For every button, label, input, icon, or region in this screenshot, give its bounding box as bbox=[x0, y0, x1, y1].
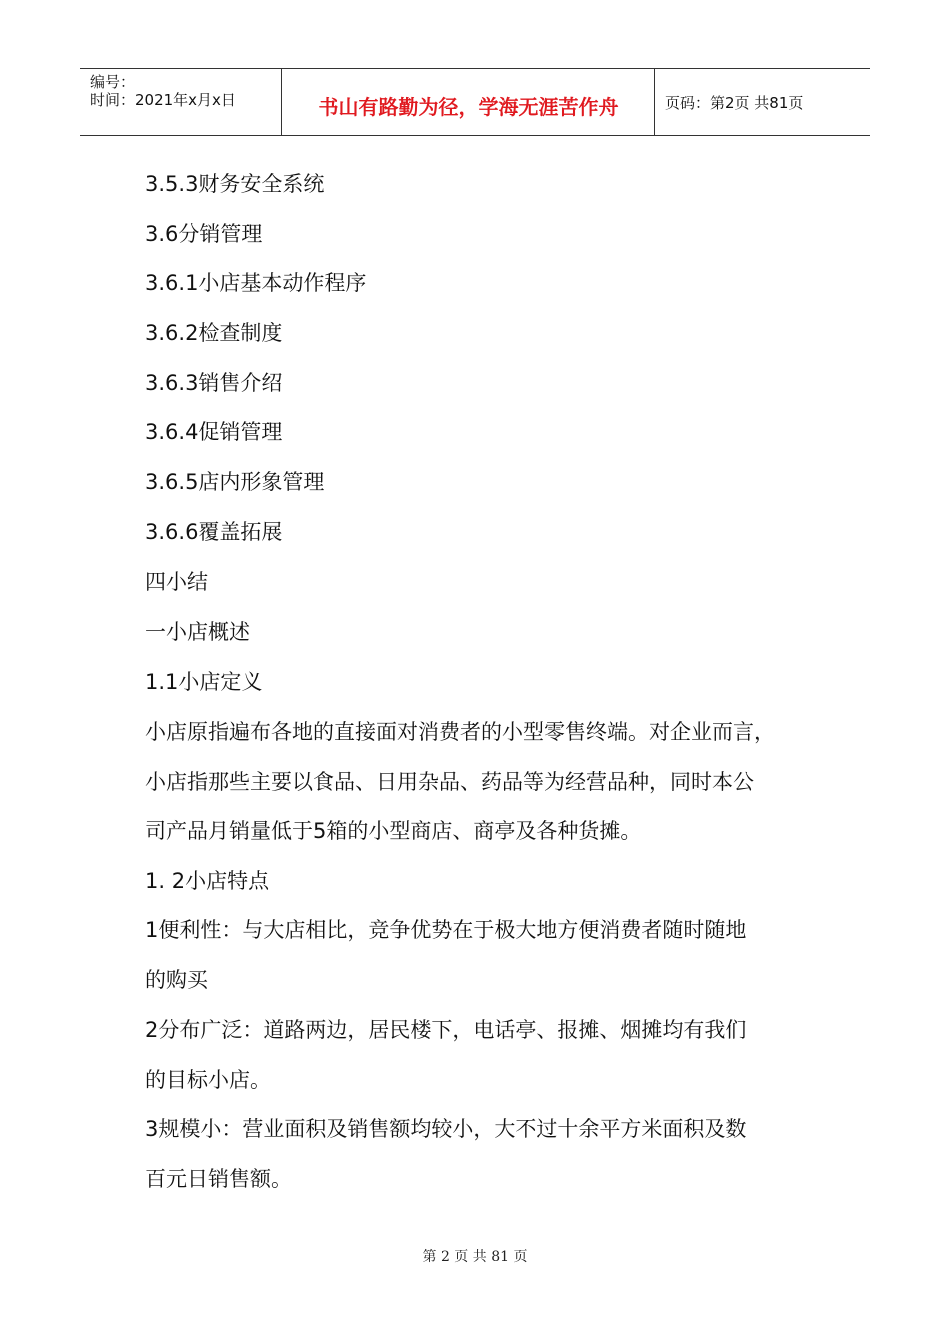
header-motto: 书山有路勤为径，学海无涯苦作舟 bbox=[318, 95, 619, 119]
header-page-label: 页码：第2页 共81页 bbox=[665, 94, 804, 112]
text-line: 3.6.6覆盖拓展 bbox=[145, 520, 283, 544]
text-line: 3.6.3销售介绍 bbox=[145, 371, 283, 395]
text-line: 3.6.4促销管理 bbox=[145, 420, 283, 444]
text-line: 1便利性：与大店相比，竞争优势在于极大地方便消费者随时随地 bbox=[145, 918, 747, 942]
text-line: 一小店概述 bbox=[145, 620, 250, 644]
page-header bbox=[80, 68, 870, 136]
text-line: 四小结 bbox=[145, 570, 208, 594]
header-number-label: 编号： bbox=[90, 73, 136, 91]
text-line: 百元日销售额。 bbox=[145, 1167, 292, 1191]
text-line: 3.6.2检查制度 bbox=[145, 321, 283, 345]
text-line: 3.5.3财务安全系统 bbox=[145, 172, 325, 196]
text-line: 1. 2小店特点 bbox=[145, 869, 270, 893]
text-line: 司产品月销量低于5箱的小型商店、商亭及各种货摊。 bbox=[145, 819, 642, 843]
header-meta-cell bbox=[80, 69, 282, 135]
text-line: 的目标小店。 bbox=[145, 1068, 271, 1092]
header-page-cell bbox=[655, 69, 870, 135]
header-time-label: 时间：2021年x月x日 bbox=[90, 91, 236, 109]
header-motto-cell bbox=[282, 69, 655, 135]
text-line: 2分布广泛：道路两边，居民楼下，电话亭、报摊、烟摊均有我们 bbox=[145, 1018, 747, 1042]
text-line: 小店指那些主要以食品、日用杂品、药品等为经营品种，同时本公 bbox=[145, 770, 754, 794]
text-line: 3规模小：营业面积及销售额均较小，大不过十余平方米面积及数 bbox=[145, 1117, 747, 1141]
text-line: 1.1小店定义 bbox=[145, 670, 263, 694]
text-line: 的购买 bbox=[145, 968, 208, 992]
text-line: 3.6.5店内形象管理 bbox=[145, 470, 325, 494]
text-line: 小店原指遍布各地的直接面对消费者的小型零售终端。对企业而言， bbox=[145, 720, 775, 744]
page-footer: 第 2 页 共 81 页 bbox=[422, 1249, 528, 1265]
text-line: 3.6分销管理 bbox=[145, 222, 263, 246]
text-line: 3.6.1小店基本动作程序 bbox=[145, 271, 367, 295]
